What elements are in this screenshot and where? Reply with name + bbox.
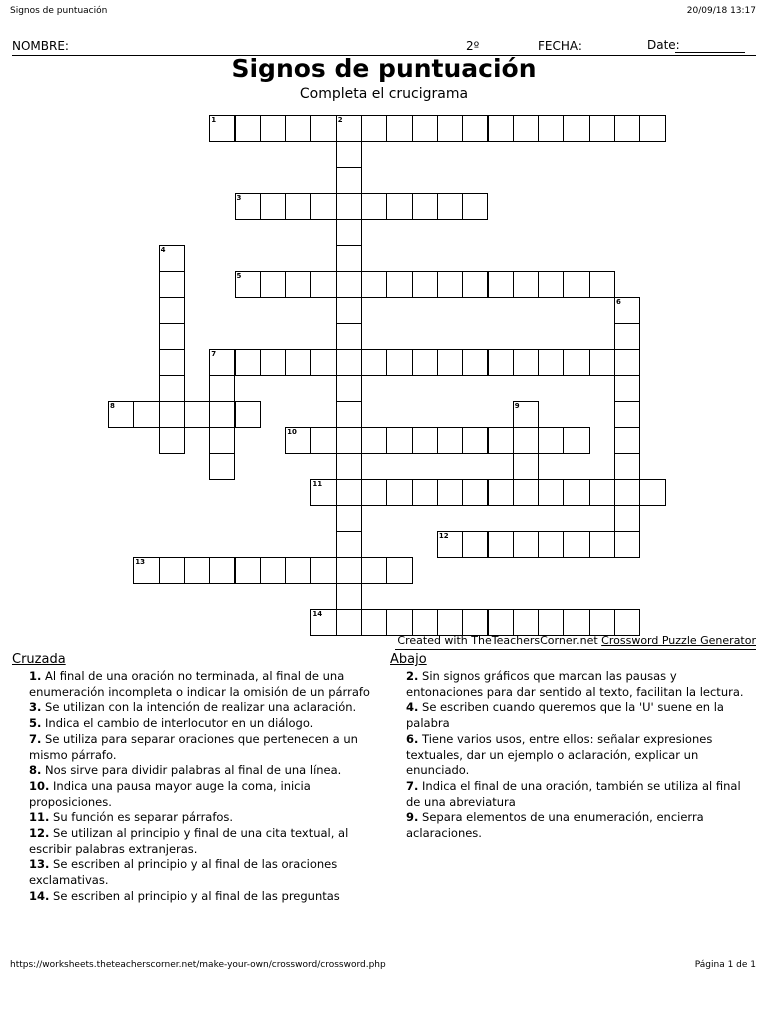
crossword-cell[interactable] — [437, 193, 463, 220]
crossword-cell[interactable] — [639, 115, 665, 142]
crossword-cell[interactable] — [386, 479, 412, 506]
crossword-cell[interactable] — [310, 479, 336, 506]
clue-item-number: 14. — [29, 888, 50, 903]
crossword-cell[interactable] — [386, 193, 412, 220]
crossword-cell[interactable] — [361, 271, 387, 298]
across-heading: Cruzada — [12, 652, 66, 667]
crossword-cell[interactable] — [437, 609, 463, 636]
crossword-cell[interactable] — [437, 427, 463, 454]
crossword-cell[interactable] — [563, 427, 589, 454]
crossword-cell[interactable] — [336, 141, 362, 168]
clue-item-text: Su función es separar párrafos. — [49, 810, 234, 825]
crossword-cell[interactable] — [361, 193, 387, 220]
clue-item — [406, 810, 751, 841]
crossword-cell[interactable] — [614, 375, 640, 402]
crossword-cell[interactable] — [336, 453, 362, 480]
crossword-cell[interactable] — [285, 193, 311, 220]
crossword-cell[interactable] — [361, 479, 387, 506]
crossword-cell[interactable] — [513, 349, 539, 376]
crossword-cell[interactable] — [386, 557, 412, 584]
down-heading: Abajo — [390, 652, 427, 667]
crossword-cell[interactable] — [159, 297, 185, 324]
crossword-cell[interactable] — [513, 531, 539, 558]
crossword-cell[interactable] — [462, 427, 488, 454]
clue-item-text: Indica el cambio de interlocutor en un diálogo. — [41, 716, 314, 731]
clue-item-text: Se escriben al principio y al final de las oraciones exclamativas. — [29, 857, 338, 888]
crossword-cell[interactable] — [563, 271, 589, 298]
clue-item-number: 9. — [406, 810, 419, 825]
clue-item-text: Tiene varios usos, entre ellos: señalar expresiones textuales, dar un ejemplo o aclaración, explicar un enunciado. — [406, 731, 713, 778]
clue-number: 3 — [236, 194, 242, 202]
crossword-cell[interactable] — [614, 453, 640, 480]
crossword-cell[interactable] — [235, 193, 261, 220]
clue-item — [29, 857, 379, 888]
clue-number: 11 — [312, 480, 323, 488]
crossword-cell[interactable] — [386, 609, 412, 636]
crossword-cell[interactable] — [462, 115, 488, 142]
clue-item-number: 13. — [29, 857, 50, 872]
crossword-cell[interactable] — [159, 323, 185, 350]
crossword-cell[interactable] — [437, 531, 463, 558]
clue-item-number: 11. — [29, 810, 50, 825]
clue-item — [29, 763, 379, 779]
clue-item-number: 7. — [29, 731, 42, 746]
crossword-cell[interactable] — [184, 401, 210, 428]
clue-number: 5 — [236, 272, 242, 280]
crossword-cell[interactable] — [235, 115, 261, 142]
crossword-cell[interactable] — [159, 427, 185, 454]
crossword-cell[interactable] — [563, 479, 589, 506]
crossword-cell[interactable] — [133, 557, 159, 584]
crossword-cell[interactable] — [614, 115, 640, 142]
clue-item-text: Indica el final de una oración, también se utiliza al final de una abreviatura — [406, 778, 741, 809]
crossword-cell[interactable] — [361, 557, 387, 584]
crossword-cell[interactable] — [260, 193, 286, 220]
crossword-cell[interactable] — [462, 193, 488, 220]
crossword-cell[interactable] — [589, 609, 615, 636]
crossword-cell[interactable] — [538, 531, 564, 558]
crossword-cell[interactable] — [260, 349, 286, 376]
crossword-cell[interactable] — [589, 115, 615, 142]
clue-item-text: Separa elementos de una enumeración, encierra aclaraciones. — [406, 810, 704, 841]
crossword-cell[interactable] — [437, 115, 463, 142]
print-doc-title: Signos de puntuación — [10, 6, 108, 16]
crossword-cell[interactable] — [513, 609, 539, 636]
clue-item-number: 7. — [406, 778, 419, 793]
crossword-cell[interactable] — [488, 427, 514, 454]
crossword-cell[interactable] — [336, 323, 362, 350]
clue-item-text: Se escriben al principio y al final de las preguntas — [49, 888, 340, 903]
crossword-cell[interactable] — [209, 401, 235, 428]
clue-text-block — [406, 669, 751, 842]
crossword-cell[interactable] — [336, 557, 362, 584]
crossword-cell[interactable] — [614, 427, 640, 454]
crossword-cell[interactable] — [260, 115, 286, 142]
clue-item-number: 8. — [29, 763, 42, 778]
crossword-cell[interactable] — [488, 271, 514, 298]
crossword-cell[interactable] — [310, 609, 336, 636]
crossword-cell[interactable] — [462, 271, 488, 298]
crossword-cell[interactable] — [184, 557, 210, 584]
crossword-cell[interactable] — [336, 115, 362, 142]
clue-item-text: Se escriben cuando queremos que la 'U' suene en la palabra — [406, 700, 724, 731]
crossword-cell[interactable] — [209, 453, 235, 480]
clue-item — [406, 700, 751, 731]
crossword-cell[interactable] — [614, 323, 640, 350]
crossword-cell[interactable] — [336, 245, 362, 272]
crossword-cell[interactable] — [437, 479, 463, 506]
clue-item — [29, 669, 379, 700]
clue-item-text: Se utilizan con la intención de realizar una aclaración. — [41, 700, 357, 715]
clue-number: 1 — [211, 116, 217, 124]
clue-item-text: Al final de una oración no terminada, al final de una enumeración incompleta o indicar la omisión de un párrafo — [29, 669, 370, 699]
crossword-cell[interactable] — [614, 401, 640, 428]
clue-item — [406, 779, 751, 810]
crossword-cell[interactable] — [538, 479, 564, 506]
crossword-cell[interactable] — [513, 479, 539, 506]
clue-item-text: Sin signos gráficos que marcan las pausas y entonaciones para dar sentido al texto, facilitan la lectura. — [406, 669, 744, 699]
clue-item — [29, 810, 379, 826]
clue-item — [29, 826, 379, 857]
crossword-cell[interactable] — [361, 609, 387, 636]
credit-line — [397, 634, 756, 647]
credit-link[interactable]: Crossword Puzzle Generator — [601, 634, 756, 647]
grade-label: 2º — [466, 39, 480, 53]
clue-number: 9 — [514, 402, 520, 410]
page-title: Signos de puntuación — [231, 54, 537, 83]
crossword-cell[interactable] — [513, 453, 539, 480]
date-label: Date: — [647, 38, 680, 52]
crossword-cell[interactable] — [614, 479, 640, 506]
crossword-cell[interactable] — [513, 427, 539, 454]
page-subtitle: Completa el crucigrama — [299, 86, 469, 102]
crossword-cell[interactable] — [488, 479, 514, 506]
crossword-cell[interactable] — [412, 271, 438, 298]
crossword-cell[interactable] — [159, 245, 185, 272]
crossword-cell[interactable] — [412, 609, 438, 636]
clue-item-number: 4. — [406, 700, 419, 715]
crossword-cell[interactable] — [462, 479, 488, 506]
crossword-cell[interactable] — [209, 375, 235, 402]
crossword-cell[interactable] — [614, 505, 640, 532]
clue-item-text: Se utilizan al principio y final de una cita textual, al escribir palabras extranjeras. — [29, 826, 349, 856]
crossword-cell[interactable] — [488, 609, 514, 636]
clue-item — [29, 889, 379, 905]
crossword-cell[interactable] — [437, 349, 463, 376]
crossword-cell[interactable] — [310, 271, 336, 298]
clue-item-number: 2. — [406, 669, 419, 683]
crossword-cell[interactable] — [209, 349, 235, 376]
crossword-cell[interactable] — [386, 349, 412, 376]
crossword-cell[interactable] — [336, 167, 362, 194]
crossword-cell[interactable] — [336, 427, 362, 454]
clue-item-number: 6. — [406, 731, 419, 746]
crossword-cell[interactable] — [235, 557, 261, 584]
crossword-cell[interactable] — [614, 349, 640, 376]
credit-prefix: Created with TheTeachersCorner.net — [397, 634, 602, 647]
crossword-cell[interactable] — [513, 401, 539, 428]
clue-item-number: 5. — [29, 716, 42, 731]
crossword-cell[interactable] — [159, 401, 185, 428]
crossword-cell[interactable] — [589, 531, 615, 558]
crossword-cell[interactable] — [336, 505, 362, 532]
clue-text-block — [29, 669, 379, 905]
crossword-cell[interactable] — [209, 115, 235, 142]
crossword-cell[interactable] — [538, 349, 564, 376]
crossword-cell[interactable] — [209, 557, 235, 584]
crossword-cell[interactable] — [488, 115, 514, 142]
crossword-cell[interactable] — [285, 427, 311, 454]
crossword-cell[interactable] — [336, 297, 362, 324]
crossword-cell[interactable] — [260, 271, 286, 298]
crossword-cell[interactable] — [336, 193, 362, 220]
clue-item — [406, 669, 751, 700]
crossword-cell[interactable] — [310, 349, 336, 376]
crossword-cell[interactable] — [513, 115, 539, 142]
crossword-cell[interactable] — [285, 271, 311, 298]
clue-item-text: Indica una pausa mayor auge la coma, inicia proposiciones. — [29, 778, 311, 809]
clue-number: 6 — [616, 298, 621, 306]
clue-number: 13 — [135, 558, 146, 566]
crossword-cell[interactable] — [159, 349, 185, 376]
clue-item — [406, 732, 751, 779]
crossword-cell[interactable] — [285, 115, 311, 142]
crossword-cell[interactable] — [614, 531, 640, 558]
crossword-cell[interactable] — [361, 427, 387, 454]
crossword-cell[interactable] — [563, 531, 589, 558]
clue-item-number: 10. — [29, 778, 50, 793]
crossword-cell[interactable] — [310, 115, 336, 142]
clue-item — [29, 700, 379, 716]
crossword-cell[interactable] — [462, 531, 488, 558]
crossword-cell[interactable] — [538, 115, 564, 142]
crossword-cell[interactable] — [310, 557, 336, 584]
clue-item-text: Nos sirve para dividir palabras al final de una línea. — [41, 763, 342, 778]
crossword-cell[interactable] — [614, 297, 640, 324]
crossword-cell[interactable] — [336, 401, 362, 428]
credit-rule — [395, 649, 756, 650]
clue-item-text: Se utiliza para separar oraciones que pertenecen a un mismo párrafo. — [29, 731, 358, 762]
clue-item-number: 3. — [29, 700, 42, 715]
crossword-cell[interactable] — [336, 583, 362, 610]
crossword-cell[interactable] — [462, 349, 488, 376]
crossword-cell[interactable] — [538, 271, 564, 298]
clue-item — [29, 779, 379, 810]
crossword-cell[interactable] — [310, 193, 336, 220]
crossword-cell[interactable] — [412, 427, 438, 454]
crossword-cell[interactable] — [336, 349, 362, 376]
crossword-cell[interactable] — [412, 193, 438, 220]
clue-item — [29, 716, 379, 732]
crossword-cell[interactable] — [235, 271, 261, 298]
crossword-cell[interactable] — [538, 609, 564, 636]
crossword-cell[interactable] — [386, 115, 412, 142]
clue-number: 12 — [438, 532, 449, 540]
crossword-cell[interactable] — [513, 271, 539, 298]
crossword-cell[interactable] — [538, 427, 564, 454]
crossword-cell[interactable] — [159, 271, 185, 298]
crossword-cell[interactable] — [336, 531, 362, 558]
fecha-label: FECHA: — [538, 39, 582, 53]
clue-number: 7 — [211, 350, 217, 358]
crossword-cell[interactable] — [159, 557, 185, 584]
crossword-cell[interactable] — [488, 531, 514, 558]
crossword-cell[interactable] — [563, 609, 589, 636]
crossword-cell[interactable] — [336, 375, 362, 402]
crossword-cell[interactable] — [361, 349, 387, 376]
crossword-cell[interactable] — [336, 219, 362, 246]
crossword-cell[interactable] — [361, 115, 387, 142]
clue-item-number: 1. — [29, 669, 42, 683]
crossword-cell[interactable] — [133, 401, 159, 428]
clue-number: 4 — [160, 246, 166, 254]
crossword-cell[interactable] — [336, 609, 362, 636]
crossword-cell[interactable] — [386, 427, 412, 454]
crossword-cell[interactable] — [159, 375, 185, 402]
crossword-cell[interactable] — [310, 427, 336, 454]
crossword-cell[interactable] — [336, 271, 362, 298]
crossword-cell[interactable] — [260, 557, 286, 584]
crossword-cell[interactable] — [589, 271, 615, 298]
crossword-cell[interactable] — [285, 349, 311, 376]
crossword-cell[interactable] — [614, 609, 640, 636]
crossword-cell[interactable] — [563, 115, 589, 142]
clue-number: 2 — [337, 116, 343, 124]
crossword-cell[interactable] — [462, 609, 488, 636]
crossword-cell[interactable] — [235, 349, 261, 376]
crossword-cell[interactable] — [412, 115, 438, 142]
nombre-label: NOMBRE: — [12, 39, 69, 53]
crossword-cell[interactable] — [386, 271, 412, 298]
crossword-cell[interactable] — [209, 427, 235, 454]
footer-page: Página 1 de 1 — [694, 960, 756, 970]
crossword-cell[interactable] — [488, 349, 514, 376]
print-datetime: 20/09/18 13:17 — [686, 6, 756, 16]
footer-url[interactable]: https://worksheets.theteacherscorner.net/make-your-own/crossword/crossword.php — [10, 960, 386, 970]
crossword-cell[interactable] — [336, 479, 362, 506]
crossword-cell[interactable] — [412, 479, 438, 506]
crossword-cell[interactable] — [412, 349, 438, 376]
crossword-cell[interactable] — [235, 401, 261, 428]
clue-item-number: 12. — [29, 826, 50, 841]
clue-number: 8 — [110, 402, 115, 410]
clue-item — [29, 732, 379, 763]
crossword-cell[interactable] — [563, 349, 589, 376]
crossword-cell[interactable] — [437, 271, 463, 298]
clue-number: 10 — [287, 428, 297, 436]
clue-number: 14 — [312, 610, 323, 618]
crossword-cell[interactable] — [589, 479, 615, 506]
crossword-cell[interactable] — [285, 557, 311, 584]
crossword-cell[interactable] — [108, 401, 134, 428]
crossword-cell[interactable] — [639, 479, 665, 506]
crossword-cell[interactable] — [589, 349, 615, 376]
